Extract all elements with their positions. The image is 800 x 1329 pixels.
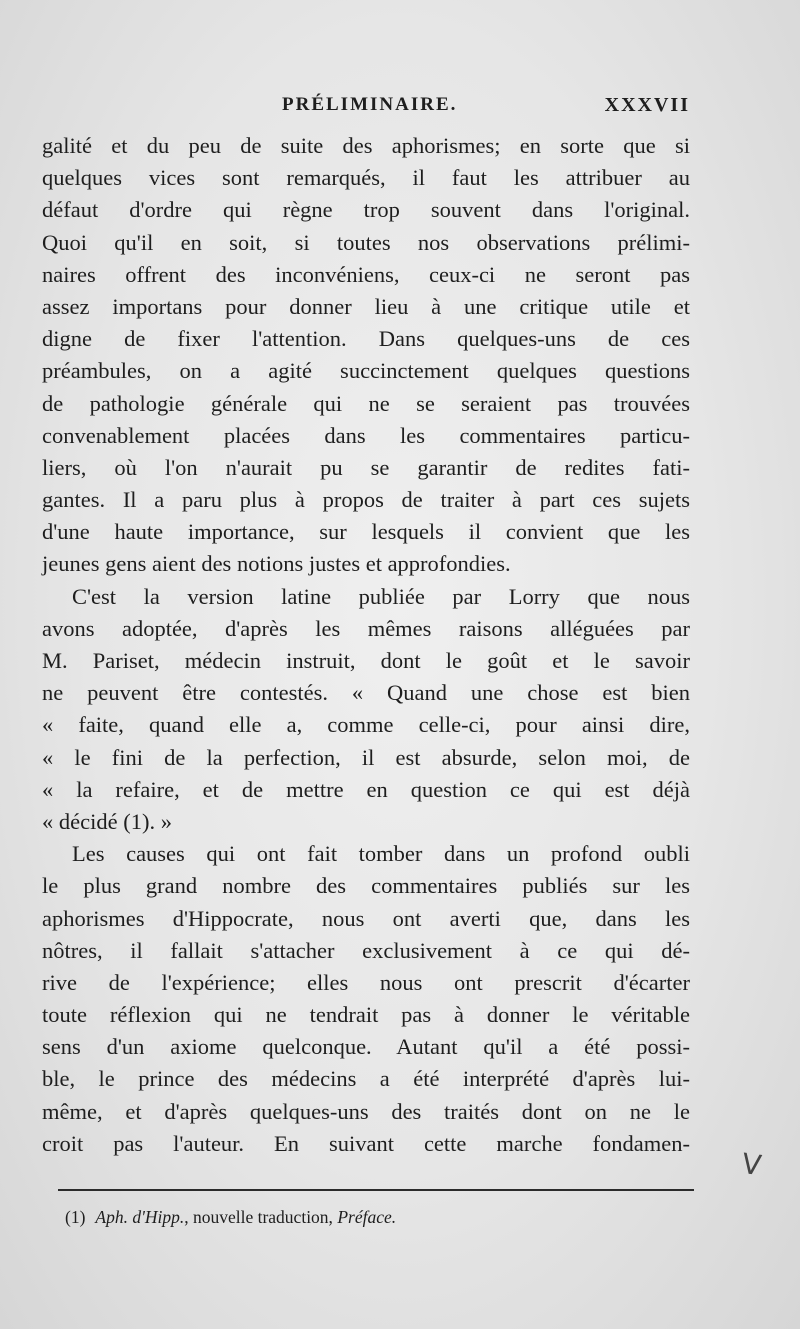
text-line: naires offrent des inconvéniens, ceux-ci ne seront pas [42,261,690,287]
text-line: « le fini de la perfection, il est absurde, selon moi, de [42,744,690,770]
text-line: digne de fixer l'attention. Dans quelques-uns de ces [42,326,690,352]
text-line: d'une haute importance, sur lesquels il convient que les [42,519,690,545]
footnote-rule [58,1189,694,1191]
handwritten-margin-mark: V [739,1146,764,1183]
text-line: « décidé (1). » [42,808,172,834]
text-line: le plus grand nombre des commentaires publiés sur les [42,873,690,899]
footnote-source: Aph. d'Hipp. [95,1207,185,1227]
text-line: ble, le prince des médecins a été interprété d'après lui- [42,1066,690,1092]
text-line: avons adoptée, d'après les mêmes raisons alléguées par [42,615,690,641]
footnote-marker: (1) [65,1207,86,1227]
text-line: quelques vices sont remarqués, il faut les attribuer au [42,165,690,191]
text-line: Les causes qui ont fait tomber dans un profond oubli [72,841,690,867]
text-line: « la refaire, et de mettre en question ce qui est déjà [42,776,690,802]
body-text [42,130,690,1160]
footnote-text: , nouvelle traduction, [184,1207,333,1227]
running-title: PRÉLIMINAIRE. [282,94,458,115]
page-header [42,94,690,124]
text-line: nôtres, il fallait s'attacher exclusivement à ce qui dé- [42,937,690,963]
text-line: jeunes gens aient des notions justes et approfondies. [42,551,511,577]
text-line: galité et du peu de suite des aphorismes; en sorte que si [42,133,690,158]
text-line: sens d'un axiome quelconque. Autant qu'il a été possi- [42,1034,690,1060]
footnote [65,1207,396,1228]
footnote-section: Préface. [337,1207,397,1227]
text-line: rive de l'expérience; elles nous ont prescrit d'écarter [42,969,690,995]
text-line: aphorismes d'Hippocrate, nous ont averti que, dans les [42,905,690,931]
text-line: ne peuvent être contestés. « Quand une chose est bien [42,680,690,706]
text-line: préambules, on a agité succinctement quelques questions [42,358,690,384]
text-line: Quoi qu'il en soit, si toutes nos observations prélimi- [42,229,690,255]
text-line: liers, où l'on n'aurait pu se garantir de redites fati- [42,454,690,480]
page-number: XXXVII [604,94,690,116]
text-line: M. Pariset, médecin instruit, dont le goût et le savoir [42,648,690,673]
text-line: C'est la version latine publiée par Lorry que nous [72,583,690,609]
text-line: même, et d'après quelques-uns des traités dont on ne le [42,1098,690,1124]
text-line: assez importans pour donner lieu à une critique utile et [42,293,690,319]
text-line: « faite, quand elle a, comme celle-ci, pour ainsi dire, [42,712,690,738]
text-line: défaut d'ordre qui règne trop souvent dans l'original. [42,197,690,223]
text-line: gantes. Il a paru plus à propos de traiter à part ces sujets [42,487,690,513]
text-line: convenablement placées dans les commentaires particu- [42,422,690,448]
text-line: de pathologie générale qui ne se seraient pas trouvées [42,390,690,416]
text-line: croit pas l'auteur. En suivant cette marche fondamen- [42,1130,690,1156]
text-line: toute réflexion qui ne tendrait pas à donner le véritable [42,1002,690,1028]
